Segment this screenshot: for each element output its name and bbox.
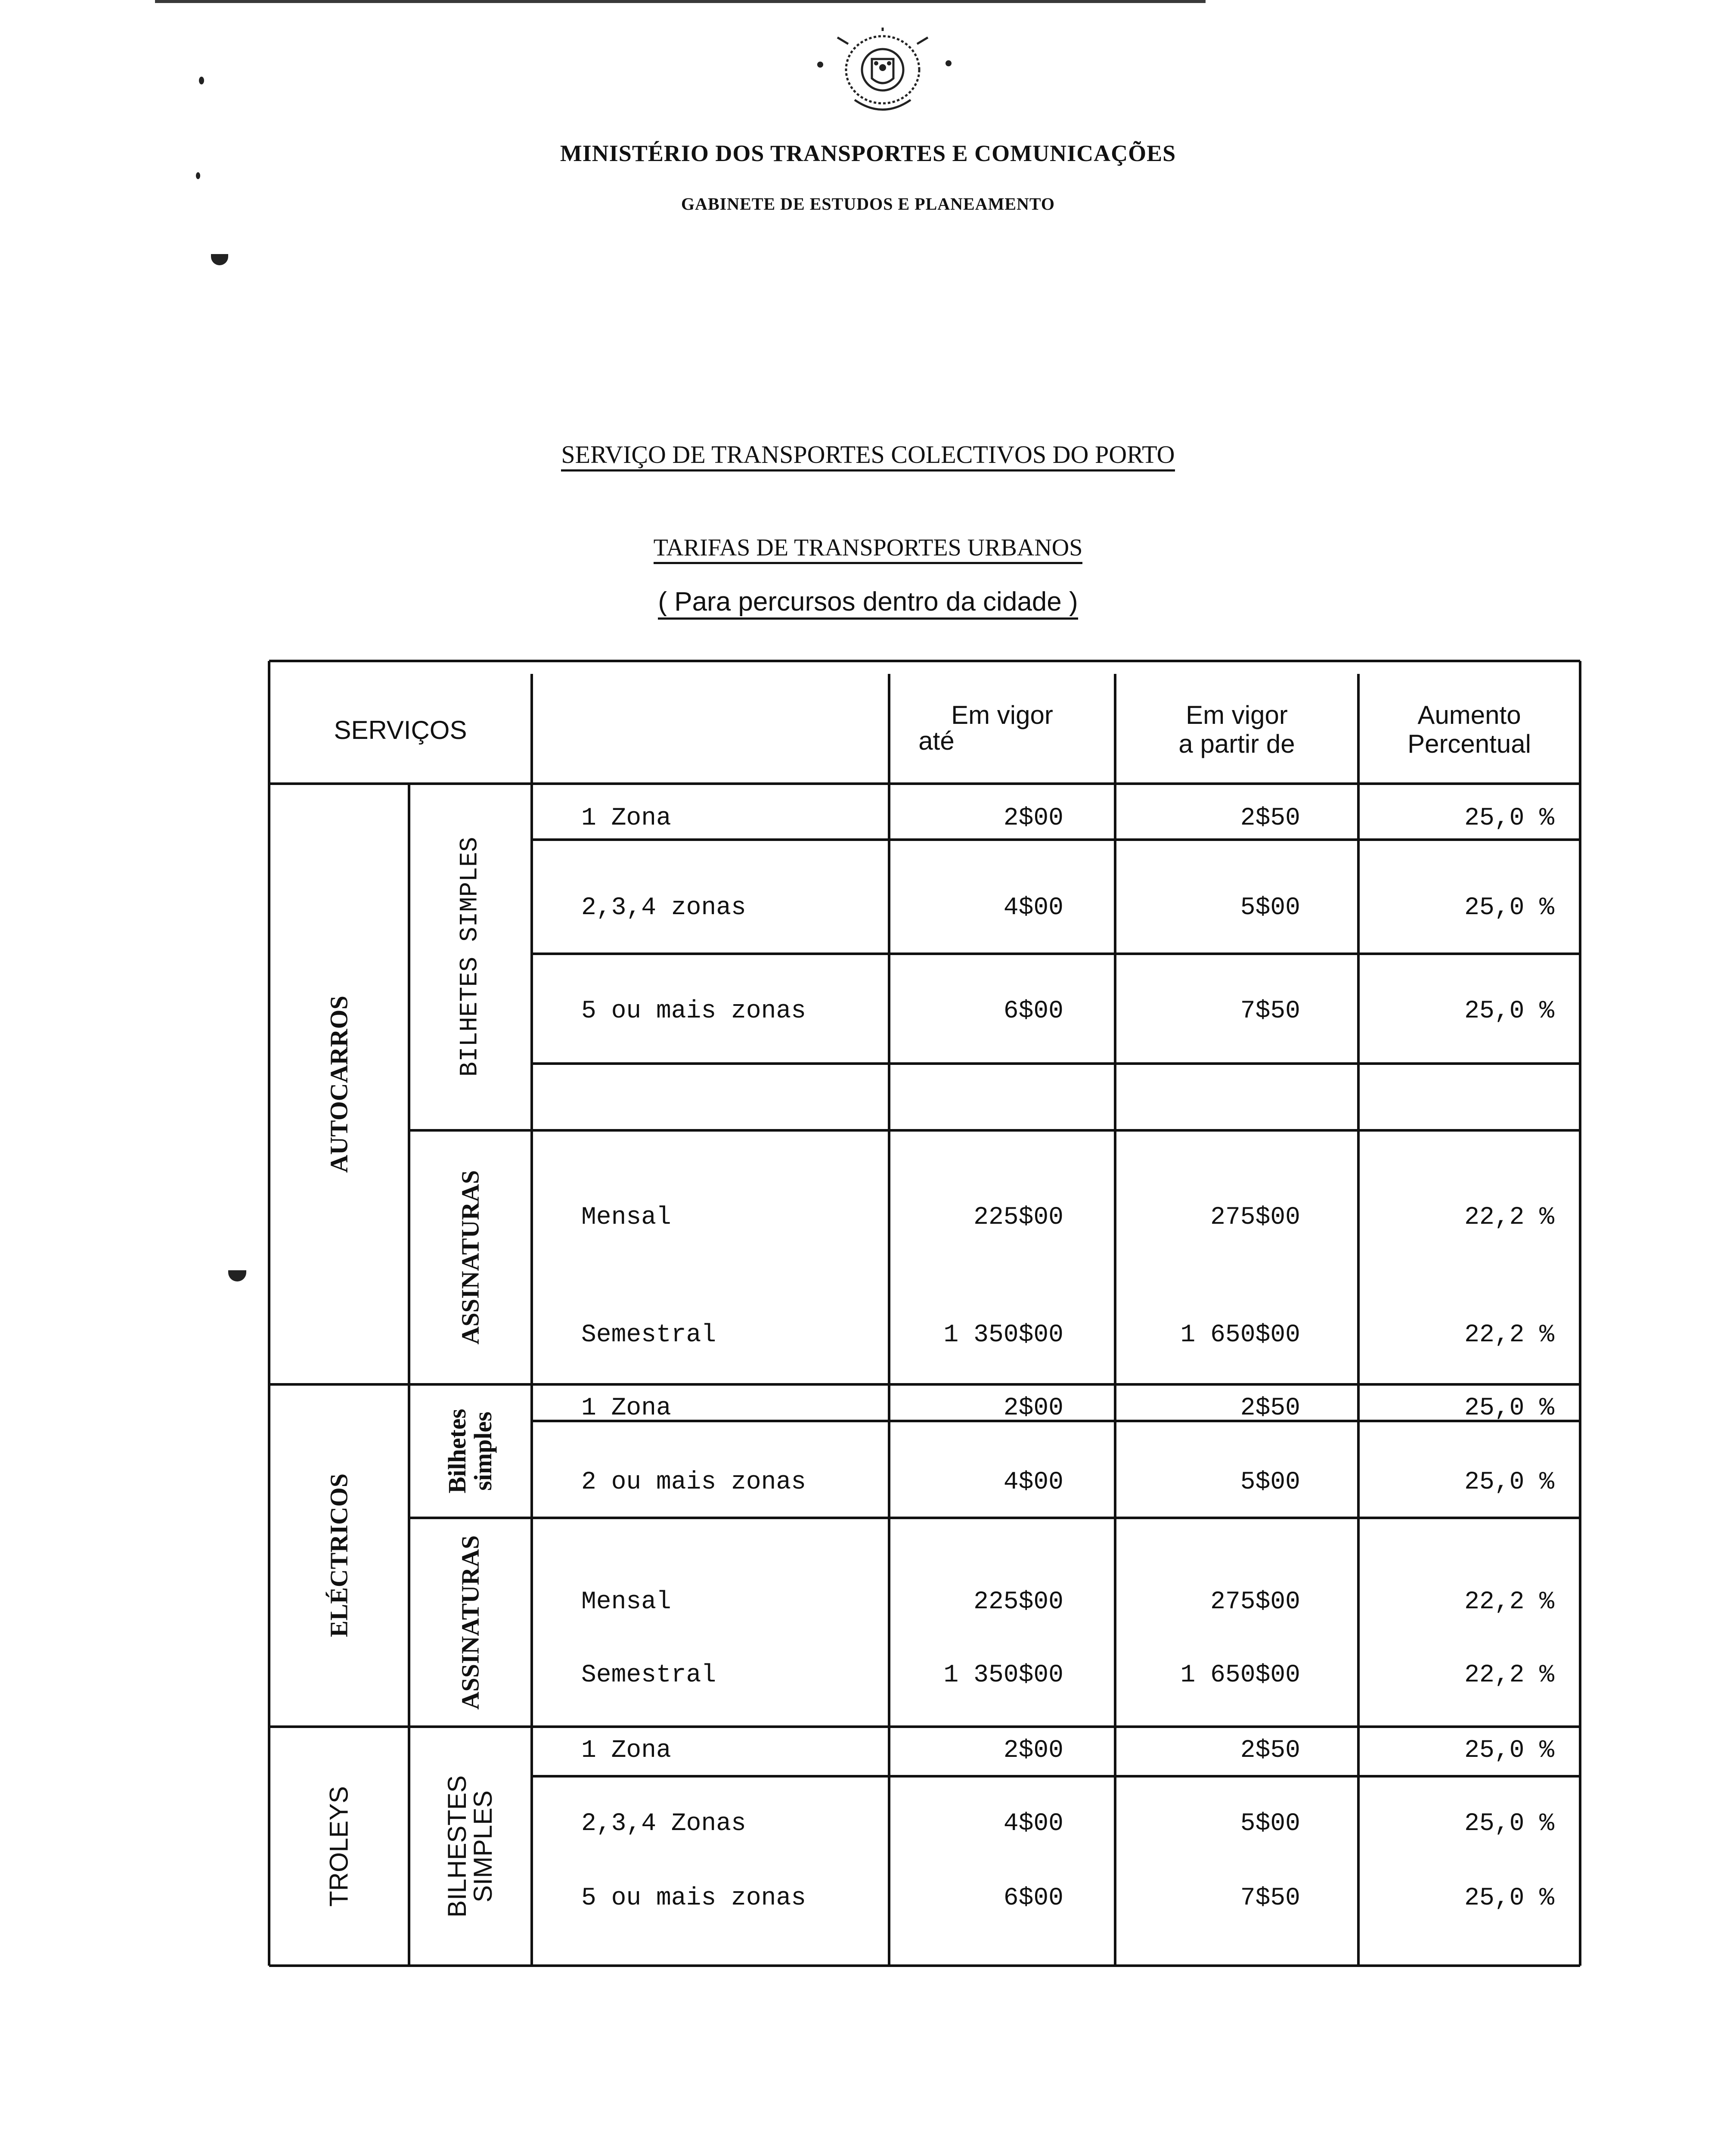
- row-increase: 25,0 %: [1464, 1884, 1554, 1912]
- row-service: 2 ou mais zonas: [581, 1468, 806, 1496]
- row-new: 5$00: [1240, 1810, 1300, 1838]
- row-current: 225$00: [973, 1588, 1063, 1616]
- header-increase-line1: Aumento: [1417, 701, 1521, 729]
- row-new: 1 650$00: [1180, 1661, 1300, 1689]
- subgroup-trolley-tickets-line1: BILHESTES: [443, 1775, 471, 1918]
- row-service: 2,3,4 Zonas: [581, 1810, 746, 1838]
- row-increase: 25,0 %: [1464, 894, 1554, 922]
- row-service: Mensal: [581, 1588, 671, 1616]
- row-new: 5$00: [1240, 1468, 1300, 1496]
- row-increase: 22,2 %: [1464, 1588, 1554, 1616]
- document-title: SERVIÇO DE TRANSPORTES COLECTIVOS DO PORTO: [0, 440, 1736, 469]
- header-services: SERVIÇOS: [334, 716, 467, 745]
- subgroup-trolley-tickets: [444, 1775, 496, 1917]
- subgroup-bus-tickets: BILHETES SIMPLES: [456, 837, 484, 1077]
- row-service: 1 Zona: [581, 804, 671, 832]
- subgroup-tram-tickets-line2: simples: [469, 1412, 497, 1491]
- row-current: 2$00: [1003, 1394, 1063, 1422]
- row-current: 4$00: [1003, 1468, 1063, 1496]
- group-electricos: ELÉCTRICOS: [325, 1473, 353, 1638]
- row-current: 225$00: [973, 1204, 1063, 1232]
- header-increase-line2: Percentual: [1407, 729, 1531, 758]
- row-increase: 22,2 %: [1464, 1321, 1554, 1349]
- header-new-line1: Em vigor: [1186, 701, 1288, 729]
- row-service: Mensal: [581, 1204, 671, 1232]
- row-new: 7$50: [1240, 1884, 1300, 1912]
- row-new: 2$50: [1240, 1394, 1300, 1422]
- row-new: 1 650$00: [1180, 1321, 1300, 1349]
- header-current-line1: Em vigor: [951, 701, 1053, 729]
- subgroup-tram-passes: ASSINATURAS: [456, 1535, 484, 1710]
- row-increase: 25,0 %: [1464, 1737, 1554, 1765]
- row-current: 1 350$00: [943, 1661, 1063, 1689]
- subgroup-trolley-tickets-line2: SIMPLES: [468, 1790, 497, 1903]
- row-current: 6$00: [1003, 997, 1063, 1025]
- row-service: 5 ou mais zonas: [581, 1884, 806, 1912]
- subgroup-tram-tickets: [444, 1409, 496, 1494]
- row-current: 6$00: [1003, 1884, 1063, 1912]
- document-subtitle: TARIFAS DE TRANSPORTES URBANOS: [0, 534, 1736, 562]
- row-new: 2$50: [1240, 804, 1300, 832]
- header-new-line2: a partir de: [1178, 729, 1295, 758]
- row-current: 4$00: [1003, 1810, 1063, 1838]
- row-service: 1 Zona: [581, 1394, 671, 1422]
- row-current: 1 350$00: [943, 1321, 1063, 1349]
- row-current: 2$00: [1003, 1737, 1063, 1765]
- row-service: 2,3,4 zonas: [581, 894, 746, 922]
- row-service: 1 Zona: [581, 1737, 671, 1765]
- row-service: 5 ou mais zonas: [581, 997, 806, 1025]
- row-new: 275$00: [1210, 1588, 1300, 1616]
- group-troleys: TROLEYS: [324, 1786, 353, 1907]
- row-new: 275$00: [1210, 1204, 1300, 1232]
- row-increase: 22,2 %: [1464, 1204, 1554, 1232]
- cabinet-name: GABINETE DE ESTUDOS E PLANEAMENTO: [681, 194, 1055, 214]
- group-autocarros: AUTOCARROS: [325, 996, 353, 1173]
- row-new: 7$50: [1240, 997, 1300, 1025]
- header-current-line2: até: [918, 726, 955, 755]
- row-new: 2$50: [1240, 1737, 1300, 1765]
- row-current: 4$00: [1003, 894, 1063, 922]
- row-increase: 25,0 %: [1464, 1810, 1554, 1838]
- row-increase: 25,0 %: [1464, 804, 1554, 832]
- row-service: Semestral: [581, 1661, 716, 1689]
- row-increase: 25,0 %: [1464, 1394, 1554, 1422]
- document-scope: ( Para percursos dentro da cidade ): [0, 586, 1736, 617]
- row-current: 2$00: [1003, 804, 1063, 832]
- row-increase: 25,0 %: [1464, 1468, 1554, 1496]
- ministry-name: MINISTÉRIO DOS TRANSPORTES E COMUNICAÇÕES: [560, 140, 1176, 166]
- row-service: Semestral: [581, 1321, 716, 1349]
- subgroup-tram-tickets-line1: Bilhetes: [443, 1408, 471, 1494]
- row-new: 5$00: [1240, 894, 1300, 922]
- subgroup-bus-passes: ASSINATURAS: [456, 1170, 484, 1345]
- row-increase: 25,0 %: [1464, 997, 1554, 1025]
- row-increase: 22,2 %: [1464, 1661, 1554, 1689]
